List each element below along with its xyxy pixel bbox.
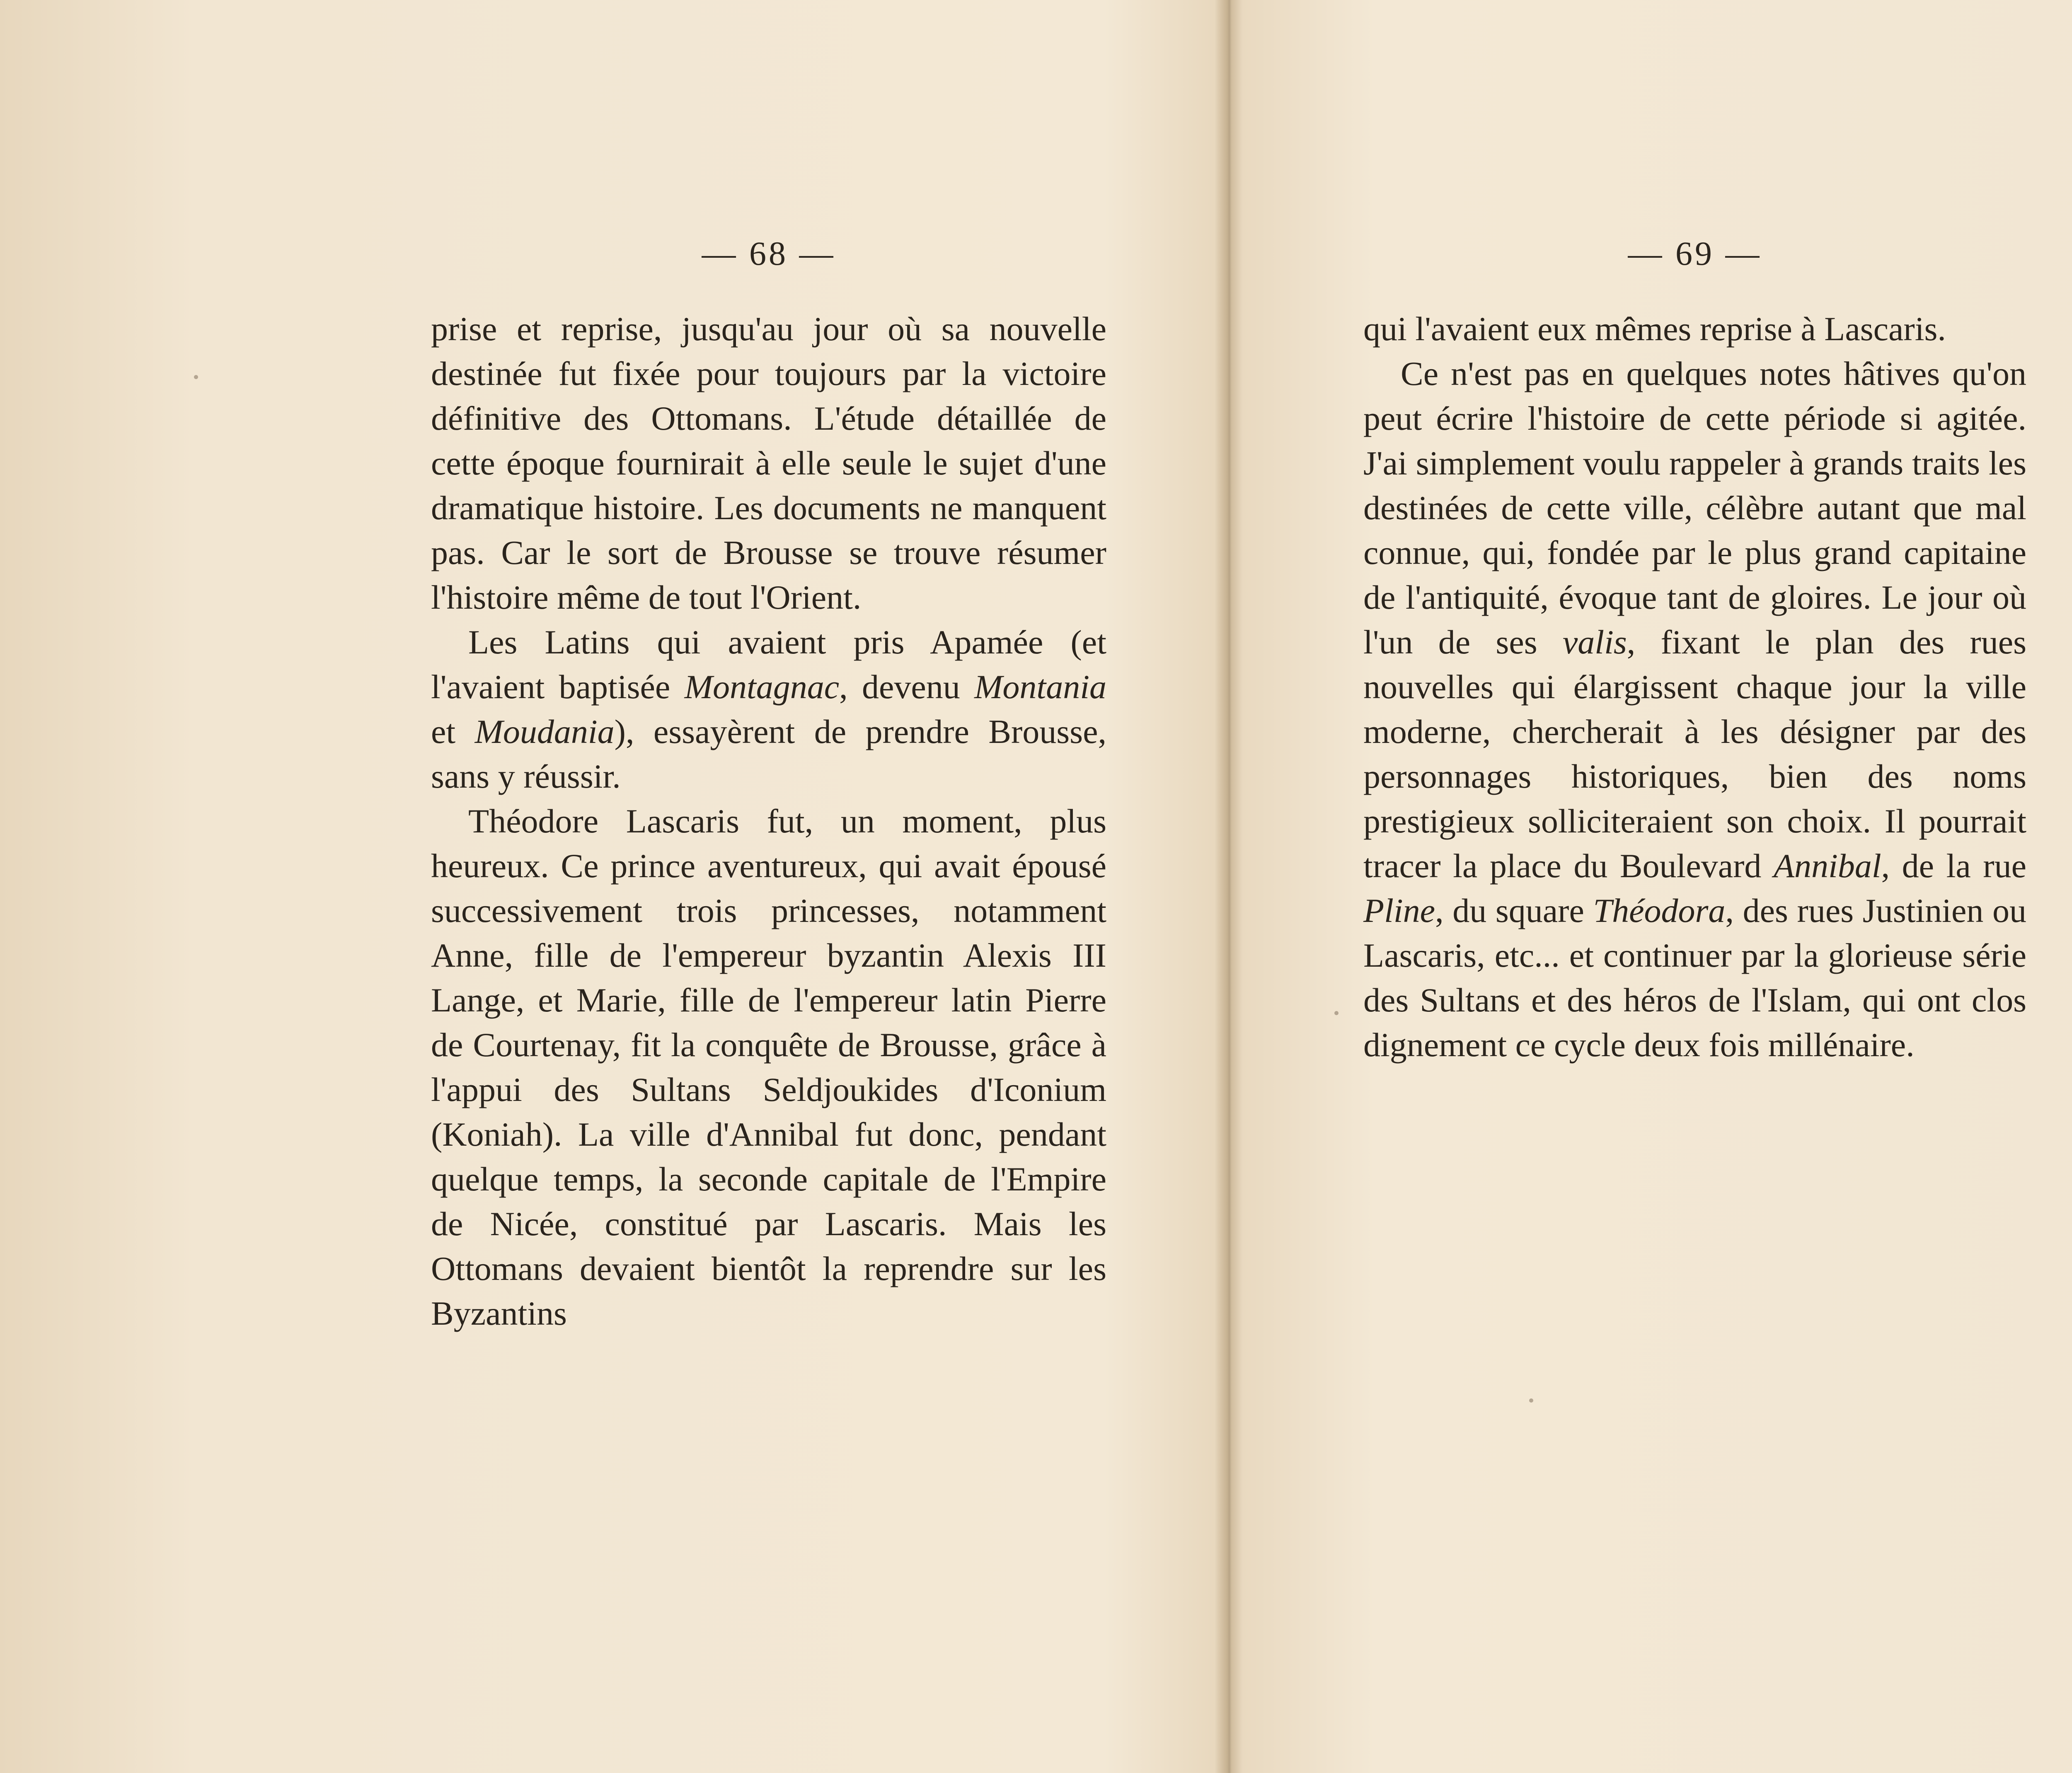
book-gutter bbox=[1214, 0, 1243, 1773]
left-paragraph-1: prise et reprise, jusqu'au jour où sa nouvelle destinée fut fixée pour toujours par la victoire définitive des Ottomans. L'étude détaillée de cette époque fournirait à elle seule le sujet d'une dramatique histoire. Les documents ne manquent pas. Car le sort de Brousse se trouve résumer l'histoire même de tout l'Orient. bbox=[431, 310, 1106, 616]
page-number-left: — 68 — bbox=[702, 235, 836, 272]
right-page-text bbox=[1363, 307, 2026, 1067]
right-paragraph-1: qui l'avaient eux mêmes reprise à Lascaris. bbox=[1363, 310, 1946, 348]
paper-speck bbox=[1529, 1398, 1533, 1403]
right-paragraph-2: Ce n'est pas en quelques notes hâtives qu'on peut écrire l'histoire de cette période si agitée. J'ai simplement voulu rappeler à grands traits les destinées de cette ville, célèbre autant que mal connue, qui, fondée par le plus grand capitaine de l'antiquité, évoque tant de gloires. Le jour où l'un de ses valis, fixant le plan des rues nouvelles qui élargissent chaque jour la ville moderne, chercherait à les désigner par des personnages historiques, bien des noms prestigieux solliciteraient son choix. Il pourrait tracer la place du Boulevard Annibal, de la rue Pline, du square Théodora, des rues Justinien ou Lascaris, etc... et continuer par la glorieuse série des Sultans et des héros de l'Islam, qui ont clos dignement ce cycle deux fois millénaire. bbox=[1363, 355, 2027, 1064]
left-paragraph-3: Théodore Lascaris fut, un moment, plus heureux. Ce prince aventureux, qui avait épousé successivement trois princesses, notamment Anne, fille de l'empereur byzantin Alexis III Lange, et Marie, fille de l'empereur latin Pierre de Courtenay, fit la conquête de Brousse, grâce à l'appui des Sultans Seldjoukides d'Iconium (Koniah). La ville d'Annibal fut donc, pendant quelque temps, la seconde capitale de l'Empire de Nicée, constitué par Lascaris. Mais les Ottomans devaient bientôt la reprendre sur les Byzantins bbox=[431, 802, 1106, 1332]
page-number-right: — 69 — bbox=[1628, 235, 1762, 272]
left-paragraph-2: Les Latins qui avaient pris Apamée (et l'avaient baptisée Montagnac, devenu Montania et Moudania), essayèrent de prendre Brousse, sans y réussir. bbox=[431, 623, 1106, 795]
paper-speck bbox=[1334, 1011, 1339, 1015]
right-page bbox=[1363, 0, 2026, 1773]
paper-speck bbox=[194, 375, 198, 379]
left-page bbox=[431, 0, 1106, 1773]
left-page-text bbox=[431, 307, 1106, 1336]
